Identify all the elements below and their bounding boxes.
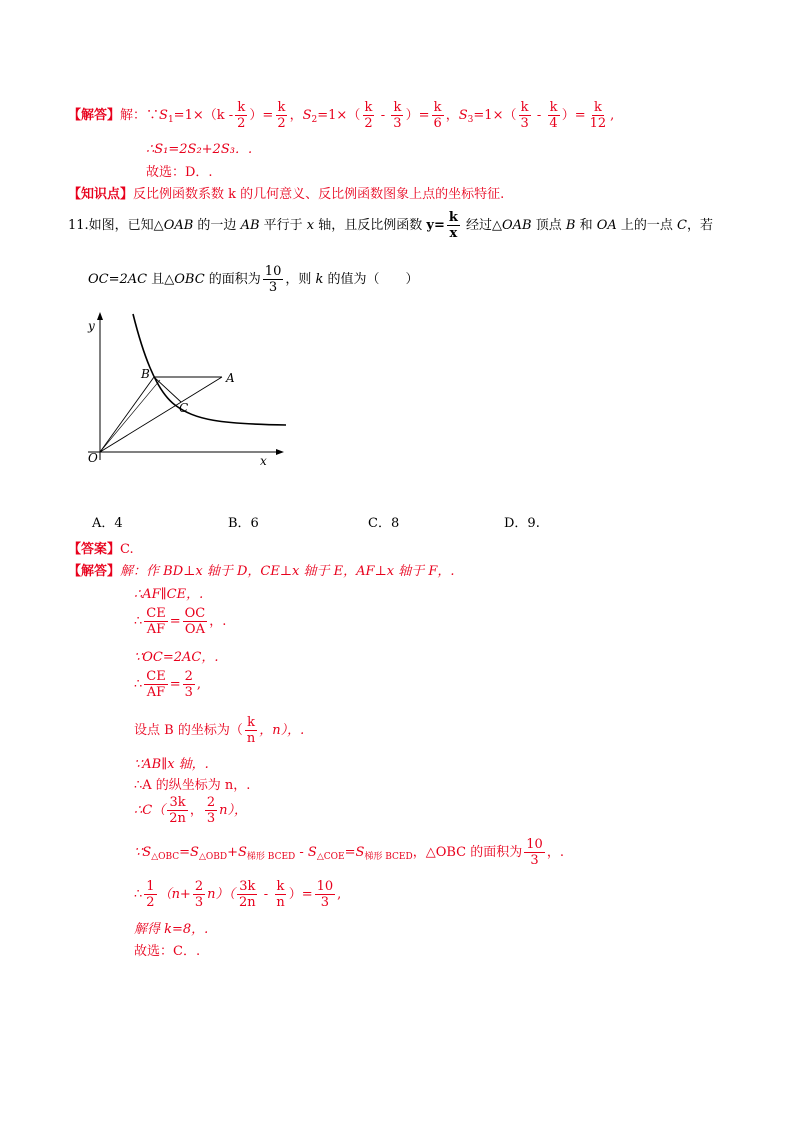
q11-solution-line9: ∴C（ $\frac{3k}{2n}$ ， $\frac{2}{3}$ n）， [134,795,248,826]
q10-knowledge-point: 【知识点】反比例函数系数 k 的几何意义、反比例函数图象上点的坐标特征. [68,187,505,202]
x-axis-arrow [276,449,284,455]
label-y: y [88,319,95,333]
answer-tag: 【答案】 [68,542,121,557]
label-x: x [260,454,267,468]
q11-figure [70,310,300,495]
fraction: $\frac{k}{6}$ [433,100,442,131]
option-d[interactable]: D．9. [504,516,540,531]
label-C: C [179,401,189,415]
q11-solution-line4: ∵OC=2AC，. [134,650,219,665]
q10-solution-line1: 【解答】解：$\because S_1=1\times(k$ - $\frac{k}{2}$ ）= $\frac{k}{2}$ ，$S_2=1\times$（ $\frac{k}{2}$ - $\frac{k}{3}$ ）= $\frac{k}{6}$ ，$S_3=1\times$（ $\frac{k}{3}$ - $\frac{k}{4}$ ）= $\frac{k}{12}$ , [68,100,615,131]
hyperbola-curve [133,314,286,425]
q10-solution-line2: ∴S₁=2S₂+2S₃．. [146,142,253,157]
fraction: $\frac{10}{3}$ [264,264,282,295]
function-expression: y= $\frac{k}{x}$ [426,210,458,241]
q11-solution-line8: ∴A 的纵坐标为 n，. [134,778,251,793]
fraction: $\frac{k}{2}$ [364,100,373,131]
option-b[interactable]: B．6 [228,516,259,531]
segment-OB [100,377,154,452]
q11-solution-line7: ∵AB∥x 轴，. [134,757,209,772]
q11-solution-line10: $\because S_{\triangle OBC}=S_{\triangle OBD}+S_{梯形 BCED} - S_{\triangle COE}=S_{梯形 BCED}$，△OBC 的面积为 $\frac{10}{3}$ ，. [134,837,564,868]
label-B: B [141,367,150,381]
q11-solution-line3: ∴ $\frac{CE}{AF}$ = $\frac{OC}{OA}$ ，. [134,606,227,637]
q11-solution-line13: 故选：C．. [134,944,201,959]
q11-solution-line11: ∴ $\frac{1}{2}$ （n+ $\frac{2}{3}$ n）（ $\frac{3k}{2n}$ - $\frac{k}{n}$ ）= $\frac{10}{3}$ , [134,879,342,910]
solution-tag: 【解答】 [68,108,121,123]
q11-answer: 【答案】C. [68,542,134,557]
fraction: $\frac{k}{2}$ [237,100,246,131]
option-c[interactable]: C．8 [368,516,400,531]
fraction: $\frac{k}{2}$ [277,100,286,131]
q11-solution-line12: 解得 k=8，. [134,922,209,937]
knowledge-tag: 【知识点】 [68,187,134,202]
q11-solution-line1: 【解答】解：作 BD⊥x 轴于 D，CE⊥x 轴于 E，AF⊥x 轴于 F，. [68,564,455,579]
q11-stem-line2: OC=2AC 且△OBC 的面积为 $\frac{10}{3}$ ，则 k 的值为（ ） [88,264,419,295]
y-axis-arrow [97,312,103,320]
q10-solution-line3: 故选：D．. [146,165,213,180]
label-O: O [88,451,98,465]
option-a[interactable]: A．4 [92,516,123,531]
fraction: $\frac{k}{3}$ [520,100,529,131]
fraction: $\frac{k}{12}$ [589,100,607,131]
q11-stem-line1: 11.如图，已知△OAB 的一边 AB 平行于 x 轴，且反比例函数 y= $\frac{k}{x}$ 经过△OAB 顶点 B 和 OA 上的一点 C，若 [68,210,713,241]
label-A: A [226,371,235,385]
solution-tag: 【解答】 [68,564,121,579]
q11-solution-line6: 设点 B 的坐标为（ $\frac{k}{n}$ ，n），. [134,715,305,746]
q11-solution-line2: ∴AF∥CE，. [134,587,204,602]
q11-solution-line5: ∴ $\frac{CE}{AF}$ = $\frac{2}{3}$ , [134,669,202,700]
fraction: $\frac{k}{3}$ [393,100,402,131]
segment-OB2 [100,380,160,452]
fraction: $\frac{k}{4}$ [549,100,558,131]
